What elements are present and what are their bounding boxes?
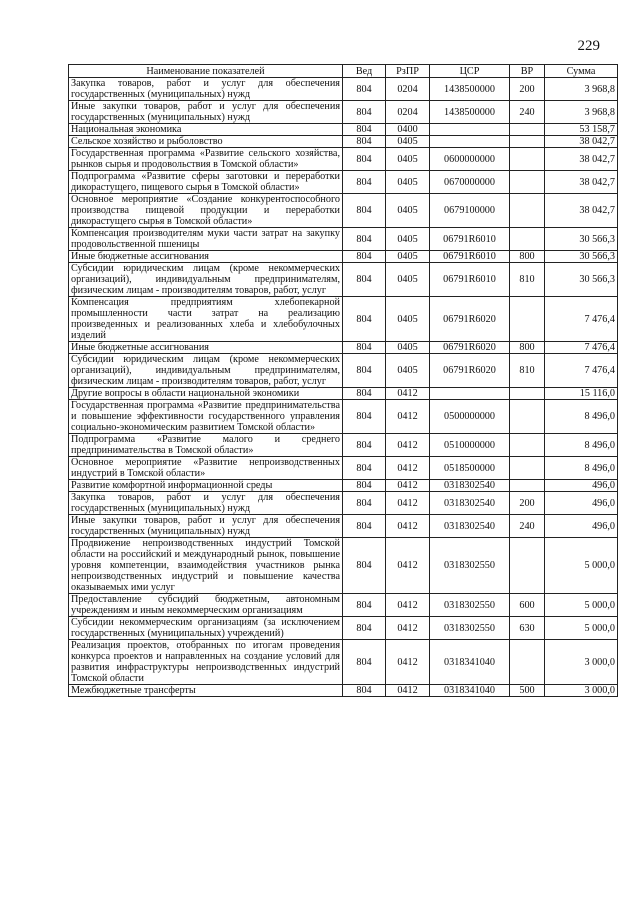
cell-name: Иные закупки товаров, работ и услуг для обеспечения государственных (муниципальных) нужд bbox=[69, 101, 343, 124]
table-row bbox=[69, 617, 618, 640]
cell-rzpr: 0405 bbox=[386, 148, 430, 171]
cell-vr bbox=[510, 434, 545, 457]
cell-vr bbox=[510, 194, 545, 228]
header-vr: ВР bbox=[510, 65, 545, 78]
cell-sum: 30 566,3 bbox=[545, 228, 618, 251]
cell-name: Межбюджетные трансферты bbox=[69, 685, 343, 697]
cell-rzpr: 0405 bbox=[386, 194, 430, 228]
cell-rzpr: 0412 bbox=[386, 457, 430, 480]
cell-sum: 5 000,0 bbox=[545, 617, 618, 640]
cell-csr: 0318302550 bbox=[430, 594, 510, 617]
table-row bbox=[69, 492, 618, 515]
cell-rzpr: 0204 bbox=[386, 78, 430, 101]
cell-rzpr: 0204 bbox=[386, 101, 430, 124]
cell-name: Другие вопросы в области национальной экономики bbox=[69, 388, 343, 400]
cell-ved: 804 bbox=[343, 171, 386, 194]
header-sum: Сумма bbox=[545, 65, 618, 78]
cell-ved: 804 bbox=[343, 640, 386, 685]
cell-csr: 1438500000 bbox=[430, 78, 510, 101]
table-body bbox=[69, 78, 618, 697]
cell-sum: 496,0 bbox=[545, 492, 618, 515]
cell-csr: 06791R6020 bbox=[430, 342, 510, 354]
table-row bbox=[69, 263, 618, 297]
cell-vr: 240 bbox=[510, 515, 545, 538]
cell-vr: 240 bbox=[510, 101, 545, 124]
cell-name: Компенсация производителям муки части затрат на закупку продовольственной пшеницы bbox=[69, 228, 343, 251]
cell-ved: 804 bbox=[343, 148, 386, 171]
cell-vr bbox=[510, 124, 545, 136]
table-row bbox=[69, 228, 618, 251]
cell-csr: 0318302540 bbox=[430, 480, 510, 492]
cell-sum: 7 476,4 bbox=[545, 297, 618, 342]
cell-vr: 200 bbox=[510, 78, 545, 101]
table-row bbox=[69, 136, 618, 148]
cell-ved: 804 bbox=[343, 124, 386, 136]
cell-name: Субсидии некоммерческим организациям (за исключением государственных (муниципальных) учреждений) bbox=[69, 617, 343, 640]
cell-name: Иные бюджетные ассигнования bbox=[69, 251, 343, 263]
cell-name: Закупка товаров, работ и услуг для обеспечения государственных (муниципальных) нужд bbox=[69, 492, 343, 515]
cell-vr: 810 bbox=[510, 354, 545, 388]
cell-name: Иные закупки товаров, работ и услуг для обеспечения государственных (муниципальных) нужд bbox=[69, 515, 343, 538]
cell-sum: 3 968,8 bbox=[545, 78, 618, 101]
table-row bbox=[69, 388, 618, 400]
cell-vr bbox=[510, 136, 545, 148]
cell-ved: 804 bbox=[343, 492, 386, 515]
page-number: 229 bbox=[577, 38, 600, 54]
cell-vr bbox=[510, 171, 545, 194]
cell-rzpr: 0412 bbox=[386, 685, 430, 697]
table-row bbox=[69, 685, 618, 697]
cell-rzpr: 0412 bbox=[386, 480, 430, 492]
cell-csr: 0318302540 bbox=[430, 515, 510, 538]
cell-sum: 8 496,0 bbox=[545, 457, 618, 480]
cell-vr bbox=[510, 228, 545, 251]
cell-ved: 804 bbox=[343, 228, 386, 251]
cell-ved: 804 bbox=[343, 434, 386, 457]
cell-csr: 0318341040 bbox=[430, 640, 510, 685]
table-row bbox=[69, 148, 618, 171]
cell-vr: 630 bbox=[510, 617, 545, 640]
table-row bbox=[69, 480, 618, 492]
cell-name: Субсидии юридическим лицам (кроме некоммерческих организаций), индивидуальным предпринимателям, физическим лицам - производителям товаров, работ, услуг bbox=[69, 354, 343, 388]
cell-csr: 0318302540 bbox=[430, 492, 510, 515]
table-row bbox=[69, 342, 618, 354]
table-row bbox=[69, 457, 618, 480]
table-row bbox=[69, 194, 618, 228]
cell-csr: 0318341040 bbox=[430, 685, 510, 697]
table-row bbox=[69, 251, 618, 263]
cell-rzpr: 0412 bbox=[386, 594, 430, 617]
cell-vr: 800 bbox=[510, 251, 545, 263]
cell-ved: 804 bbox=[343, 515, 386, 538]
cell-csr: 0518500000 bbox=[430, 457, 510, 480]
table-row bbox=[69, 354, 618, 388]
table-row bbox=[69, 297, 618, 342]
cell-ved: 804 bbox=[343, 194, 386, 228]
cell-csr: 06791R6010 bbox=[430, 251, 510, 263]
cell-sum: 3 968,8 bbox=[545, 101, 618, 124]
cell-csr: 0679100000 bbox=[430, 194, 510, 228]
table-row bbox=[69, 640, 618, 685]
cell-ved: 804 bbox=[343, 297, 386, 342]
cell-ved: 804 bbox=[343, 617, 386, 640]
cell-sum: 8 496,0 bbox=[545, 434, 618, 457]
table-row bbox=[69, 101, 618, 124]
cell-sum: 496,0 bbox=[545, 515, 618, 538]
cell-ved: 804 bbox=[343, 685, 386, 697]
cell-sum: 38 042,7 bbox=[545, 194, 618, 228]
cell-rzpr: 0405 bbox=[386, 354, 430, 388]
cell-ved: 804 bbox=[343, 538, 386, 594]
cell-sum: 38 042,7 bbox=[545, 148, 618, 171]
cell-csr: 0500000000 bbox=[430, 400, 510, 434]
table-row bbox=[69, 538, 618, 594]
cell-ved: 804 bbox=[343, 101, 386, 124]
cell-vr bbox=[510, 388, 545, 400]
cell-vr: 600 bbox=[510, 594, 545, 617]
cell-rzpr: 0412 bbox=[386, 640, 430, 685]
cell-ved: 804 bbox=[343, 457, 386, 480]
cell-vr bbox=[510, 297, 545, 342]
cell-rzpr: 0412 bbox=[386, 617, 430, 640]
cell-vr: 810 bbox=[510, 263, 545, 297]
cell-csr: 06791R6020 bbox=[430, 297, 510, 342]
cell-csr: 06791R6010 bbox=[430, 263, 510, 297]
cell-ved: 804 bbox=[343, 136, 386, 148]
cell-sum: 496,0 bbox=[545, 480, 618, 492]
header-csr: ЦСР bbox=[430, 65, 510, 78]
cell-ved: 804 bbox=[343, 263, 386, 297]
header-name: Наименование показателей bbox=[69, 65, 343, 78]
header-row bbox=[69, 65, 618, 78]
cell-name: Компенсация предприятиям хлебопекарной промышленности части затрат на реализацию произведенных и реализованных хлеба и хлебобулочных изделий bbox=[69, 297, 343, 342]
cell-vr: 800 bbox=[510, 342, 545, 354]
table-header bbox=[69, 65, 618, 78]
cell-csr bbox=[430, 136, 510, 148]
cell-vr bbox=[510, 538, 545, 594]
table-row bbox=[69, 594, 618, 617]
cell-name: Основное мероприятие «Создание конкурентоспособного производства пищевой продукции и переработки дикорастущего сырья в Томской области» bbox=[69, 194, 343, 228]
table-row bbox=[69, 78, 618, 101]
cell-name: Иные бюджетные ассигнования bbox=[69, 342, 343, 354]
cell-ved: 804 bbox=[343, 354, 386, 388]
cell-csr: 0318302550 bbox=[430, 617, 510, 640]
cell-name: Государственная программа «Развитие сельского хозяйства, рынков сырья и продовольствия в Томской области» bbox=[69, 148, 343, 171]
cell-csr: 1438500000 bbox=[430, 101, 510, 124]
cell-name: Закупка товаров, работ и услуг для обеспечения государственных (муниципальных) нужд bbox=[69, 78, 343, 101]
cell-rzpr: 0405 bbox=[386, 171, 430, 194]
cell-ved: 804 bbox=[343, 400, 386, 434]
table-row bbox=[69, 400, 618, 434]
cell-rzpr: 0405 bbox=[386, 297, 430, 342]
cell-sum: 7 476,4 bbox=[545, 354, 618, 388]
cell-csr bbox=[430, 388, 510, 400]
cell-rzpr: 0412 bbox=[386, 400, 430, 434]
cell-name: Реализация проектов, отобранных по итогам проведения конкурса проектов и направленных на создание условий для развития инфраструктуры непроизводственных индустрий Томской области bbox=[69, 640, 343, 685]
table-row bbox=[69, 171, 618, 194]
cell-name: Национальная экономика bbox=[69, 124, 343, 136]
cell-csr: 0510000000 bbox=[430, 434, 510, 457]
cell-name: Государственная программа «Развитие предпринимательства и повышение эффективности государственного управления социально-экономическим развитием Томской области» bbox=[69, 400, 343, 434]
cell-rzpr: 0412 bbox=[386, 388, 430, 400]
cell-rzpr: 0405 bbox=[386, 136, 430, 148]
table-row bbox=[69, 124, 618, 136]
cell-name: Сельское хозяйство и рыболовство bbox=[69, 136, 343, 148]
cell-rzpr: 0400 bbox=[386, 124, 430, 136]
budget-table bbox=[68, 64, 618, 697]
cell-name: Продвижение непроизводственных индустрий Томской области на российский и международный рынок, повышение уровня компетенции, взаимодействия участников рынка непроизводственных индустрий и повышение качества оказываемых ими услуг bbox=[69, 538, 343, 594]
cell-csr: 0670000000 bbox=[430, 171, 510, 194]
cell-rzpr: 0405 bbox=[386, 342, 430, 354]
cell-sum: 7 476,4 bbox=[545, 342, 618, 354]
header-rzpr: РзПР bbox=[386, 65, 430, 78]
cell-name: Предоставление субсидий бюджетным, автономным учреждениям и иным некоммерческим организациям bbox=[69, 594, 343, 617]
cell-ved: 804 bbox=[343, 78, 386, 101]
cell-vr bbox=[510, 400, 545, 434]
cell-ved: 804 bbox=[343, 480, 386, 492]
cell-csr bbox=[430, 124, 510, 136]
cell-vr: 200 bbox=[510, 492, 545, 515]
cell-sum: 15 116,0 bbox=[545, 388, 618, 400]
cell-vr: 500 bbox=[510, 685, 545, 697]
cell-sum: 3 000,0 bbox=[545, 685, 618, 697]
cell-ved: 804 bbox=[343, 251, 386, 263]
cell-vr bbox=[510, 480, 545, 492]
cell-vr bbox=[510, 640, 545, 685]
cell-rzpr: 0405 bbox=[386, 263, 430, 297]
cell-ved: 804 bbox=[343, 342, 386, 354]
cell-sum: 3 000,0 bbox=[545, 640, 618, 685]
cell-ved: 804 bbox=[343, 594, 386, 617]
cell-name: Развитие комфортной информационной среды bbox=[69, 480, 343, 492]
cell-csr: 0318302550 bbox=[430, 538, 510, 594]
cell-csr: 0600000000 bbox=[430, 148, 510, 171]
cell-sum: 38 042,7 bbox=[545, 136, 618, 148]
cell-sum: 30 566,3 bbox=[545, 263, 618, 297]
cell-name: Основное мероприятие «Развитие непроизводственных индустрий в Томской области» bbox=[69, 457, 343, 480]
cell-rzpr: 0405 bbox=[386, 228, 430, 251]
cell-rzpr: 0412 bbox=[386, 434, 430, 457]
cell-sum: 5 000,0 bbox=[545, 538, 618, 594]
cell-vr bbox=[510, 148, 545, 171]
cell-csr: 06791R6020 bbox=[430, 354, 510, 388]
cell-rzpr: 0412 bbox=[386, 515, 430, 538]
table-row bbox=[69, 515, 618, 538]
cell-name: Подпрограмма «Развитие малого и среднего предпринимательства в Томской области» bbox=[69, 434, 343, 457]
cell-rzpr: 0412 bbox=[386, 492, 430, 515]
cell-vr bbox=[510, 457, 545, 480]
header-ved: Вед bbox=[343, 65, 386, 78]
cell-csr: 06791R6010 bbox=[430, 228, 510, 251]
cell-rzpr: 0412 bbox=[386, 538, 430, 594]
table-row bbox=[69, 434, 618, 457]
cell-sum: 8 496,0 bbox=[545, 400, 618, 434]
cell-sum: 30 566,3 bbox=[545, 251, 618, 263]
cell-sum: 53 158,7 bbox=[545, 124, 618, 136]
cell-rzpr: 0405 bbox=[386, 251, 430, 263]
cell-name: Субсидии юридическим лицам (кроме некоммерческих организаций), индивидуальным предпринимателям, физическим лицам - производителям товаров, работ, услуг bbox=[69, 263, 343, 297]
cell-sum: 5 000,0 bbox=[545, 594, 618, 617]
cell-name: Подпрограмма «Развитие сферы заготовки и переработки дикорастущего, пищевого сырья в Томской области» bbox=[69, 171, 343, 194]
cell-sum: 38 042,7 bbox=[545, 171, 618, 194]
cell-ved: 804 bbox=[343, 388, 386, 400]
